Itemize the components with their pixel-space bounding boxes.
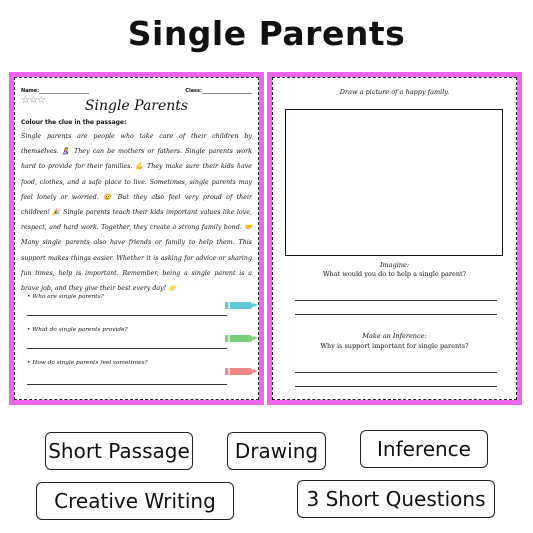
drawing-box <box>285 109 503 256</box>
tag-drawing: Drawing <box>227 432 326 470</box>
worksheet-reading <box>9 72 264 405</box>
imagine-heading: Imagine: <box>379 261 410 269</box>
worksheet-activity-inner <box>272 77 517 400</box>
class-field-label: Class:____________________ <box>185 88 252 94</box>
reading-passage: Single parents are people who take care of their children by themselves. 🤱 They can be mothers or fathers. Single parents work hard to provide for their families. 💪 They make sure their kids have food, clothes, and a safe place to live. Sometimes, single parents may feel lonely or worried. 😟 But they also feel very proud of their children! 🎉 Single parents teach their kids important values like love, respect, and hard work. Together, they create a strong family bond. 🤝 Many single parents also have friends or family to help them. This support makes things easier. Whether it is asking for advice or sharing fun times, help is important. Remember, being a single parent is a brave job, and they give their best every day! 🌟 <box>21 133 252 293</box>
name-class-row <box>21 88 252 94</box>
imagine-line-2 <box>295 314 497 315</box>
inference-line-2 <box>295 386 497 387</box>
question-1: • Who are single parents? <box>27 294 104 300</box>
tag-short-passage: Short Passage <box>45 432 193 470</box>
worksheet-title: Single Parents <box>84 98 189 114</box>
answer-line-1 <box>27 315 227 316</box>
question-3: • How do single parents feel sometimes? <box>27 360 148 366</box>
answer-line-2 <box>27 348 227 349</box>
worksheet-reading-inner <box>14 77 259 400</box>
imagine-question: What would you do to help a single parent? <box>322 270 467 278</box>
star-rating: ☆☆☆ <box>21 95 45 106</box>
crayon-icon <box>225 302 253 309</box>
crayon-icon <box>225 335 253 342</box>
inference-question: Why is support important for single parents? <box>320 342 469 350</box>
question-2: • What do single parents provide? <box>27 327 128 333</box>
inference-line-1 <box>295 372 497 373</box>
crayon-icon <box>225 368 253 375</box>
tag-short-questions: 3 Short Questions <box>297 480 495 518</box>
name-field-label: Name:____________________ <box>21 88 90 94</box>
tag-inference: Inference <box>360 430 488 468</box>
imagine-line-1 <box>295 300 497 301</box>
page-title: Single Parents <box>127 14 406 53</box>
answer-line-3 <box>27 384 227 385</box>
instruction-text: Colour the clue in the passage: <box>21 119 127 126</box>
draw-prompt: Draw a picture of a happy family. <box>339 88 450 96</box>
inference-heading: Make an Inference: <box>362 332 427 340</box>
tag-creative-writing: Creative Writing <box>36 482 234 520</box>
worksheet-activity <box>267 72 522 405</box>
